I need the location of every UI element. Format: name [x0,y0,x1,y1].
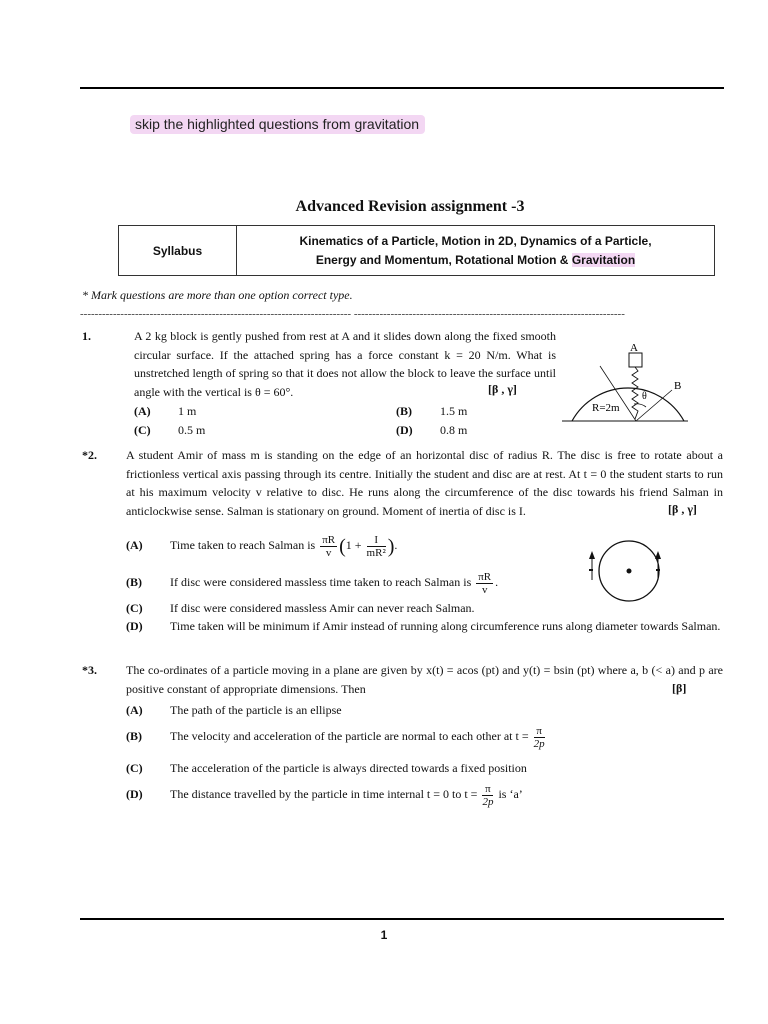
q3-number: *3. [82,663,97,677]
q1-option-b: (B) 1.5 m [396,404,468,418]
q1-fig-label-b: B [674,380,682,392]
q1-fig-theta: θ [642,391,647,402]
syllabus-gravitation-highlight: Gravitation [571,252,636,267]
syllabus-line1: Kinematics of a Particle, Motion in 2D, Dynamics of a Particle, [299,233,652,248]
q1-option-c: (C) 0.5 m [134,423,206,437]
top-rule [80,87,724,89]
q2-option-d-label: (D) [126,619,143,633]
q2-disc-figure [584,526,674,612]
syllabus-line2: Energy and Momentum, Rotational Motion & [315,252,569,267]
q3-text: The co-ordinates of a particle moving in a plane are given by x(t) = acos (pt) and y(t) = bsin (pt) where a, b (< a) and p are positive constant of appropriate dimensions. Then [126,663,723,696]
q3-tag: [β] [672,681,687,695]
q3-option-b: (B) The velocity and acceleration of the particle are normal to each other at t = $\frac{\pi}{2p}$ [126,724,545,750]
q2-option-a: (A) Time taken to reach Salman is $\frac{\pi R}{v}$ (1 + $\frac{I}{\text{mR²}}$ ). [126,533,398,559]
mark-note: * Mark questions are more than one option correct type. [82,288,353,302]
q2-option-d-text: Time taken will be minimum if Amir instead of running along circumference runs along diameter towards Salman. [170,619,721,633]
q2-option-b: (B) If disc were considered massless time taken to reach Salman is $\frac{\pi R}{v}$ . [126,570,499,596]
q1-tag: [β , γ] [488,382,517,396]
syllabus-table [118,225,715,276]
q1-option-a: (A) 1 m [134,404,197,418]
q1-fig-radius: R=2m [592,402,620,414]
page-number: 1 [380,928,388,942]
syllabus-label: Syllabus [119,226,237,276]
q3-option-c: (C) The acceleration of the particle is always directed towards a fixed position [126,761,527,775]
highlight-note: skip the highlighted questions from gravitation [130,115,425,134]
q1-option-d: (D) 0.8 m [396,423,468,437]
page-title: Advanced Revision assignment -3 [295,198,525,215]
q1-fig-label-a: A [630,342,638,354]
q2-tag: [β , γ] [668,502,697,516]
q2-number: *2. [82,448,97,462]
q1-figure [560,338,690,428]
q2-text: A student Amir of mass m is standing on the edge of an horizontal disc of radius R. The disc is free to rotate about a frictionless vertical axis passing through its centre. Initially the student and disc are at rest. At t = 0 the student starts to run at his maximum velocity v relative to disc. He runs along the circumference of the disc towards his friend Salman in anticlockwise sense. Salman is stationary on ground. Moment of inertia of disc is I. [126,448,723,518]
q2-option-c: (C) If disc were considered massless Amir can never reach Salman. [126,601,475,615]
q3-option-a: (A) The path of the particle is an ellipse [126,703,342,717]
bottom-rule [80,918,724,920]
syllabus-topics [237,226,715,276]
q3-option-d: (D) The distance travelled by the particle in time internal t = 0 to t = $\frac{\pi}{2p}$ is ‘a’ [126,782,523,808]
separator-dashes: -------------------------------------------------------------------------- -------------------------------------------------------------------------- [80,308,625,320]
q1-number: 1. [82,329,91,343]
q1-text: A 2 kg block is gently pushed from rest at A and it slides down along the fixed smooth circular surface. If the attached spring has a force constant k = 20 N/m. What is unstretched length of spring so that it does not allow the block to leave the surface until angle with the vertical is θ = 60°. [134,329,556,399]
